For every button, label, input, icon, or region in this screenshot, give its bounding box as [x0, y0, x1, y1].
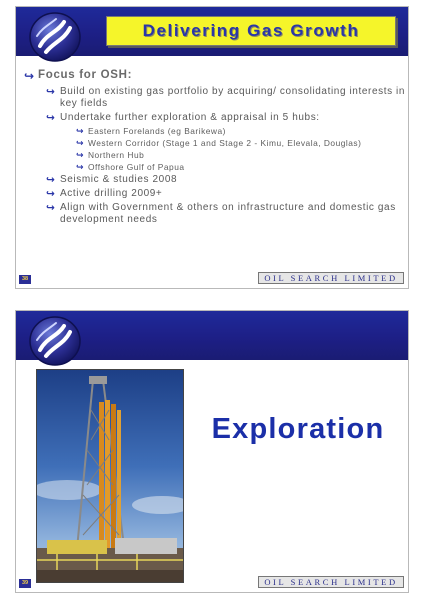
- curved-arrow-icon: ↪: [76, 162, 85, 172]
- bullet-active-drilling: ↪ Active drilling 2009+: [46, 188, 163, 200]
- curved-arrow-icon: ↪: [46, 188, 56, 200]
- oil-search-logo-icon: [28, 10, 82, 64]
- page-number: 38: [19, 275, 31, 284]
- section-heading: Exploration: [211, 413, 385, 445]
- curved-arrow-icon: ↪: [76, 138, 85, 148]
- footer-brand: OIL SEARCH LIMITED: [258, 576, 404, 588]
- bullet-western-corridor: ↪ Western Corridor (Stage 1 and Stage 2 - Kimu, Elevala, Douglas): [76, 138, 362, 148]
- bullet-list: [24, 69, 406, 228]
- curved-arrow-icon: ↪: [76, 150, 85, 160]
- drilling-rig-photo: [36, 369, 184, 583]
- curved-arrow-icon: ↪: [46, 112, 56, 124]
- bullet-eastern-forelands: ↪ Eastern Forelands (eg Barikewa): [76, 126, 226, 136]
- bullet-focus: ↪ Focus for OSH:: [24, 69, 133, 83]
- curved-arrow-icon: ↪: [76, 126, 85, 136]
- slide-title: Delivering Gas Growth: [142, 21, 360, 40]
- bullet-exploration-hubs: ↪ Undertake further exploration & appraisal in 5 hubs:: [46, 112, 320, 124]
- footer-brand: OIL SEARCH LIMITED: [258, 272, 404, 284]
- curved-arrow-icon: ↪: [46, 202, 56, 214]
- bullet-northern-hub: ↪ Northern Hub: [76, 150, 145, 160]
- bullet-offshore-gulf: ↪ Offshore Gulf of Papua: [76, 162, 185, 172]
- page-number: 39: [19, 579, 31, 588]
- title-box: [106, 16, 396, 46]
- bullet-seismic: ↪ Seismic & studies 2008: [46, 174, 178, 186]
- slide-exploration: [15, 310, 409, 593]
- curved-arrow-icon: ↪: [46, 174, 56, 186]
- oil-search-logo-icon: [28, 314, 82, 368]
- slide-delivering-gas-growth: [15, 6, 409, 289]
- curved-arrow-icon: ↪: [46, 86, 56, 98]
- bullet-build-portfolio: ↪ Build on existing gas portfolio by acquiring/ consolidating interests in key fields: [46, 86, 406, 109]
- bullet-align-government: ↪ Align with Government & others on infrastructure and domestic gas development needs: [46, 202, 396, 225]
- curved-arrow-icon: ↪: [24, 69, 35, 83]
